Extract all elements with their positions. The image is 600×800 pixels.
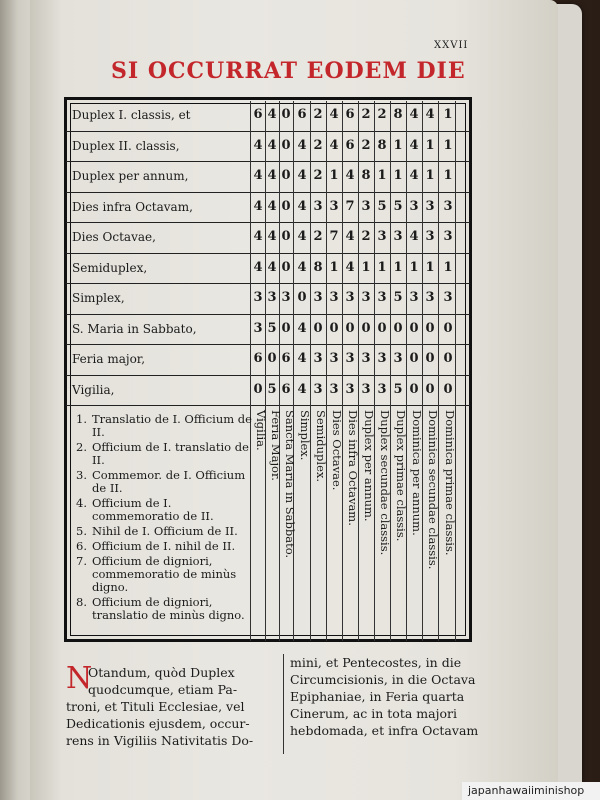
table-cell: 3 bbox=[425, 198, 435, 214]
table-row bbox=[66, 376, 470, 407]
table-cell: 3 bbox=[377, 381, 387, 397]
note-line: Circumcisionis, in die Octava bbox=[290, 672, 476, 687]
table-cell: 3 bbox=[377, 290, 387, 305]
legend-number: 4. bbox=[76, 496, 87, 510]
table-cell: 8 bbox=[313, 259, 323, 275]
table-cell: 1 bbox=[443, 259, 453, 275]
table-cell: 4 bbox=[267, 107, 277, 122]
column-header bbox=[426, 410, 442, 635]
column-header-text: Dominica primae classis. bbox=[443, 410, 457, 556]
legend-text: Nihil de I. Officium de II. bbox=[92, 524, 238, 538]
table-cell: 0 bbox=[253, 381, 263, 397]
table-cell: 1 bbox=[393, 168, 403, 183]
table-cell: 7 bbox=[329, 229, 339, 244]
note-line: Cinerum, ac in tota majori bbox=[290, 706, 457, 721]
table-cell: 0 bbox=[409, 381, 419, 397]
legend-item bbox=[76, 469, 254, 495]
table-cell: 5 bbox=[267, 320, 277, 336]
note-line: quodcumque, etiam Pa- bbox=[88, 682, 238, 697]
table-cell: 6 bbox=[281, 381, 291, 397]
table-cell: 4 bbox=[253, 229, 263, 244]
table-cell: 0 bbox=[409, 351, 419, 366]
page-title: SI OCCURRAT EODEM DIE bbox=[111, 58, 466, 84]
table-cell: 3 bbox=[425, 229, 435, 244]
column-header-text: Dominica per annum. bbox=[410, 410, 424, 536]
legend-text: Officium de digniori, commemoratio de minùs digno. bbox=[92, 554, 237, 594]
table-cell: 1 bbox=[443, 107, 453, 122]
table-cell: 4 bbox=[425, 107, 435, 122]
table-cell: 6 bbox=[253, 107, 263, 122]
column-header-text: Vigilia. bbox=[254, 410, 268, 451]
table-cell: 3 bbox=[253, 320, 263, 336]
table-cell: 2 bbox=[361, 229, 371, 244]
table-cell: 2 bbox=[377, 107, 387, 122]
table-cell: 6 bbox=[281, 351, 291, 366]
table-cell: 3 bbox=[329, 198, 339, 214]
table-cell: 2 bbox=[361, 107, 371, 122]
table-cell: 4 bbox=[345, 259, 355, 275]
table-cell: 3 bbox=[345, 381, 355, 397]
table-cell: 0 bbox=[267, 351, 277, 366]
table-row bbox=[66, 132, 470, 163]
table-cell: 1 bbox=[329, 259, 339, 275]
column-header bbox=[378, 410, 394, 635]
legend-item bbox=[76, 413, 254, 439]
table-cell: 3 bbox=[329, 381, 339, 397]
table-row bbox=[66, 162, 470, 193]
note-line: mini, et Pentecostes, in die bbox=[290, 655, 462, 670]
legend-text: Commemor. de I. Officium de II. bbox=[92, 468, 246, 495]
legend-text: Translatio de I. Officium de II. bbox=[92, 412, 252, 439]
table-cell: 4 bbox=[297, 168, 307, 183]
legend-number: 5. bbox=[76, 524, 87, 538]
legend-number: 1. bbox=[76, 412, 87, 426]
table-cell: 4 bbox=[253, 137, 263, 153]
table-row bbox=[66, 101, 470, 132]
table-cell: 4 bbox=[409, 229, 419, 244]
table-cell: 3 bbox=[329, 290, 339, 305]
column-header bbox=[283, 410, 299, 635]
table-cell: 8 bbox=[393, 107, 403, 122]
table-cell: 2 bbox=[313, 168, 323, 183]
table-cell: 8 bbox=[377, 137, 387, 153]
legend-text: Officium de I. nihil de II. bbox=[92, 539, 236, 553]
table-row bbox=[66, 223, 470, 254]
row-label: Duplex I. classis, et bbox=[72, 108, 191, 122]
table-cell: 3 bbox=[267, 290, 277, 305]
table-cell: 3 bbox=[377, 229, 387, 244]
table-cell: 0 bbox=[425, 351, 435, 366]
table-cell: 3 bbox=[253, 290, 263, 305]
table-cell: 0 bbox=[281, 320, 291, 336]
note-line: troni, et Tituli Ecclesiae, vel bbox=[66, 699, 245, 714]
row-label: Duplex II. classis, bbox=[72, 138, 180, 153]
legend-number: 2. bbox=[76, 440, 87, 454]
table-cell: 1 bbox=[377, 259, 387, 275]
legend-list bbox=[76, 413, 254, 624]
table-row bbox=[66, 315, 470, 346]
table-cell: 3 bbox=[361, 198, 371, 214]
column-header bbox=[410, 410, 426, 635]
legend-item bbox=[76, 596, 254, 622]
table-cell: 4 bbox=[297, 381, 307, 397]
table-cell: 3 bbox=[443, 229, 453, 244]
row-label: Feria major, bbox=[72, 352, 146, 366]
column-header bbox=[346, 410, 362, 635]
table-cell: 3 bbox=[329, 351, 339, 366]
table-cell: 0 bbox=[281, 259, 291, 275]
legend-item bbox=[76, 555, 254, 594]
table-row bbox=[66, 284, 470, 315]
row-label: Simplex, bbox=[72, 291, 125, 305]
column-header-text: Duplex per annum. bbox=[362, 410, 376, 522]
table-cell: 3 bbox=[443, 198, 453, 214]
table-cell: 7 bbox=[345, 198, 355, 214]
row-label: Duplex per annum, bbox=[72, 169, 189, 183]
table-cell: 4 bbox=[409, 107, 419, 122]
table-cell: 3 bbox=[313, 381, 323, 397]
table-cell: 4 bbox=[267, 168, 277, 183]
column-header-text: Feria Major. bbox=[269, 410, 283, 481]
table-cell: 0 bbox=[409, 320, 419, 336]
column-header-text: Semiduplex. bbox=[314, 410, 328, 483]
legend-item bbox=[76, 525, 254, 538]
table-cell: 0 bbox=[281, 137, 291, 153]
column-header bbox=[330, 410, 346, 635]
notes-left-column bbox=[66, 661, 280, 749]
table-cell: 4 bbox=[297, 320, 307, 336]
table-cell: 0 bbox=[393, 320, 403, 336]
table-cell: 4 bbox=[297, 229, 307, 244]
legend-number: 7. bbox=[76, 554, 87, 568]
table-cell: 0 bbox=[377, 320, 387, 336]
legend-number: 3. bbox=[76, 468, 87, 482]
table-cell: 2 bbox=[313, 137, 323, 153]
table-cell: 4 bbox=[409, 168, 419, 183]
table-cell: 3 bbox=[313, 290, 323, 305]
table-cell: 6 bbox=[345, 107, 355, 122]
table-cell: 4 bbox=[297, 259, 307, 275]
table-cell: 4 bbox=[253, 168, 263, 183]
table-cell: 4 bbox=[345, 168, 355, 183]
table-cell: 4 bbox=[345, 229, 355, 244]
table-cell: 4 bbox=[297, 137, 307, 153]
row-label: Semiduplex, bbox=[72, 260, 148, 275]
column-header-text: Duplex primae classis. bbox=[394, 410, 408, 542]
column-header bbox=[254, 410, 270, 635]
table-cell: 1 bbox=[361, 259, 371, 275]
table-cell: 0 bbox=[443, 351, 453, 366]
legend-text: Officium de I. commemoratio de II. bbox=[92, 496, 214, 523]
table-cell: 6 bbox=[253, 351, 263, 366]
legend-item bbox=[76, 497, 254, 523]
note-line: Dedicationis ejusdem, occur- bbox=[66, 716, 250, 731]
table-cell: 5 bbox=[393, 198, 403, 214]
table-cell: 1 bbox=[425, 168, 435, 183]
table-cell: 3 bbox=[393, 229, 403, 244]
table-cell: 3 bbox=[409, 198, 419, 214]
table-cell: 5 bbox=[393, 381, 403, 397]
legend-number: 6. bbox=[76, 539, 87, 553]
page-number: XXVII bbox=[434, 40, 469, 51]
table-cell: 3 bbox=[361, 351, 371, 366]
table-cell: 4 bbox=[297, 351, 307, 366]
notes-column-rule bbox=[283, 654, 284, 754]
table-cell: 0 bbox=[297, 290, 307, 305]
table-cell: 0 bbox=[313, 320, 323, 336]
table-cell: 2 bbox=[361, 137, 371, 153]
table-cell: 4 bbox=[267, 198, 277, 214]
table-cell: 0 bbox=[281, 229, 291, 244]
table-cell: 3 bbox=[409, 290, 419, 305]
table-cell: 4 bbox=[253, 198, 263, 214]
table-cell: 0 bbox=[329, 320, 339, 336]
legend-text: Officium de digniori, translatio de minùs digno. bbox=[92, 595, 245, 622]
table-cell: 0 bbox=[281, 107, 291, 122]
notes-right-column bbox=[290, 654, 490, 739]
column-header bbox=[362, 410, 378, 635]
table-cell: 1 bbox=[443, 137, 453, 153]
table-cell: 2 bbox=[313, 229, 323, 244]
column-header bbox=[443, 410, 459, 635]
row-label: Dies Octavae, bbox=[72, 230, 156, 244]
column-header-text: Dies Octavae. bbox=[330, 410, 344, 491]
table-cell: 3 bbox=[361, 381, 371, 397]
table-cell: 4 bbox=[253, 259, 263, 275]
table-cell: 3 bbox=[425, 290, 435, 305]
table-cell: 4 bbox=[329, 137, 339, 153]
legend-text: Officium de I. translatio de II. bbox=[92, 440, 249, 467]
table-cell: 1 bbox=[377, 168, 387, 183]
table-cell: 4 bbox=[329, 107, 339, 122]
table-cell: 5 bbox=[377, 198, 387, 214]
table-cell: 0 bbox=[425, 320, 435, 336]
table-cell: 1 bbox=[425, 259, 435, 275]
table-cell: 0 bbox=[425, 381, 435, 397]
column-header-text: Simplex. bbox=[298, 410, 312, 461]
note-line: Otandum, quòd Duplex bbox=[88, 665, 235, 680]
table-cell: 4 bbox=[267, 259, 277, 275]
column-header bbox=[298, 410, 314, 635]
table-cell: 3 bbox=[345, 351, 355, 366]
row-label: S. Maria in Sabbato, bbox=[72, 321, 197, 336]
table-cell: 8 bbox=[361, 168, 371, 183]
table-cell: 6 bbox=[297, 107, 307, 122]
table-cell: 3 bbox=[345, 290, 355, 305]
column-header-text: Dies infra Octavam. bbox=[346, 410, 360, 526]
legend-item bbox=[76, 540, 254, 553]
drop-cap: N bbox=[66, 661, 93, 696]
row-label: Vigilia, bbox=[72, 382, 115, 397]
table-cell: 1 bbox=[409, 259, 419, 275]
table-row bbox=[66, 193, 470, 224]
table-cell: 3 bbox=[313, 351, 323, 366]
column-header-text: Dominica secundae classis. bbox=[426, 410, 440, 570]
table-cell: 0 bbox=[361, 320, 371, 336]
table-cell: 6 bbox=[345, 137, 355, 153]
watermark: japanhawaiiminishop bbox=[462, 782, 600, 800]
row-label: Dies infra Octavam, bbox=[72, 199, 193, 214]
note-line: Epiphaniae, in Feria quarta bbox=[290, 689, 465, 704]
legend-number: 8. bbox=[76, 595, 87, 609]
table-cell: 0 bbox=[443, 381, 453, 397]
table-cell: 1 bbox=[393, 259, 403, 275]
table-cell: 3 bbox=[377, 351, 387, 366]
table-cell: 3 bbox=[443, 290, 453, 305]
table-cell: 0 bbox=[443, 320, 453, 336]
table-cell: 5 bbox=[393, 290, 403, 305]
table-cell: 3 bbox=[281, 290, 291, 305]
table-cell: 3 bbox=[393, 351, 403, 366]
table-cell: 1 bbox=[443, 168, 453, 183]
table-cell: 1 bbox=[329, 168, 339, 183]
table-cell: 4 bbox=[267, 229, 277, 244]
table-cell: 2 bbox=[313, 107, 323, 122]
table-cell: 4 bbox=[409, 137, 419, 153]
table-cell: 1 bbox=[425, 137, 435, 153]
table-cell: 0 bbox=[345, 320, 355, 336]
column-header-text: Duplex secundae classis. bbox=[378, 410, 392, 556]
column-header bbox=[314, 410, 330, 635]
note-line: hebdomada, et infra Octavam bbox=[290, 723, 479, 738]
column-header-text: Sancta Maria in Sabbato. bbox=[283, 410, 297, 559]
table-row bbox=[66, 345, 470, 376]
table-cell: 3 bbox=[361, 290, 371, 305]
table-cell: 4 bbox=[267, 137, 277, 153]
table-cell: 1 bbox=[393, 137, 403, 153]
table-cell: 3 bbox=[313, 198, 323, 214]
column-header bbox=[394, 410, 410, 635]
table-cell: 0 bbox=[281, 168, 291, 183]
table-cell: 0 bbox=[281, 198, 291, 214]
legend-item bbox=[76, 441, 254, 467]
table-cell: 4 bbox=[297, 198, 307, 214]
note-line: rens in Vigiliis Nativitatis Do- bbox=[66, 733, 254, 748]
table-row bbox=[66, 254, 470, 285]
table-cell: 5 bbox=[267, 381, 277, 397]
